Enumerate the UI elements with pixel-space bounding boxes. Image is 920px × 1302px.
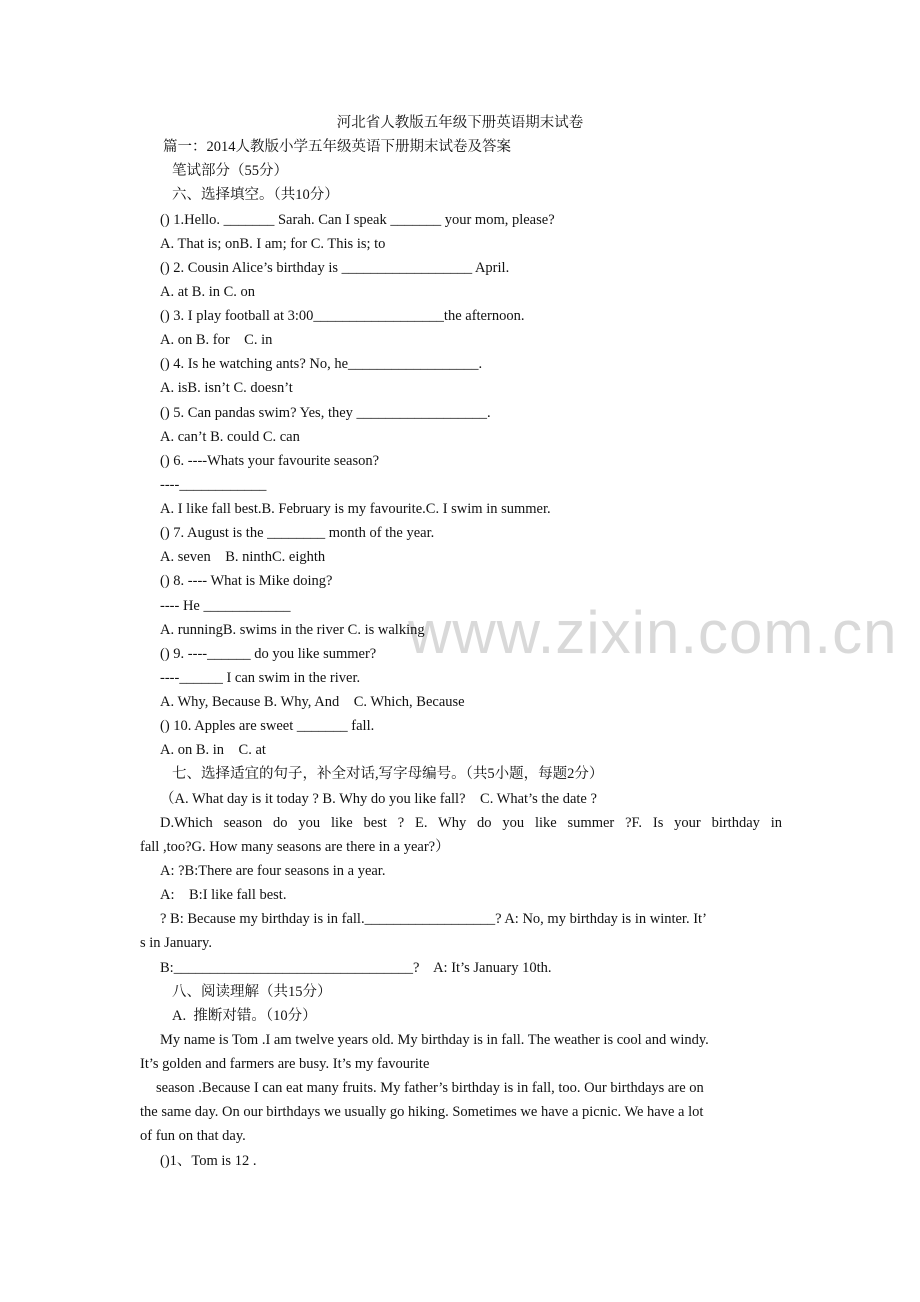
text-line: () 8. ---- What is Mike doing? <box>160 573 333 589</box>
text-line: ()1、Tom is 12 . <box>160 1153 257 1169</box>
text-line: A: B:I like fall best. <box>160 887 287 903</box>
text-line: It’s golden and farmers are busy. It’s my favourite <box>140 1056 430 1072</box>
text-line: D.Which season do you like best ? E. Why do you like summer ?F. Is your birthday in <box>160 815 782 831</box>
text-line: A. runningB. swims in the river C. is walking <box>160 622 425 638</box>
text-line: 笔试部分（55分） <box>172 163 288 179</box>
text-line: () 4. Is he watching ants? No, he__________________. <box>160 356 483 372</box>
text-line: () 2. Cousin Alice’s birthday is __________________ April. <box>160 260 510 276</box>
text-line: () 5. Can pandas swim? Yes, they __________________. <box>160 405 491 421</box>
text-line: 八、阅读理解（共15分） <box>172 984 332 1000</box>
text-line: () 1.Hello. _______ Sarah. Can I speak _______ your mom, please? <box>160 212 555 228</box>
text-line: () 6. ----Whats your favourite season? <box>160 453 380 469</box>
text-line: fall ,too?G. How many seasons are there in a year?） <box>140 839 450 855</box>
text-line: A. Why, Because B. Why, And C. Which, Because <box>160 694 465 710</box>
text-line: A. on B. in C. at <box>160 742 266 758</box>
text-line: A. isB. isn’t C. doesn’t <box>160 380 293 396</box>
text-line: () 7. August is the ________ month of the year. <box>160 525 435 541</box>
text-line: A. can’t B. could C. can <box>160 429 300 445</box>
text-line: My name is Tom .I am twelve years old. My birthday is in fall. The weather is cool and windy. <box>160 1032 709 1048</box>
text-line: 六、选择填空。（共10分） <box>172 187 339 203</box>
text-line: () 9. ----______ do you like summer? <box>160 646 377 662</box>
watermark: www.zixin.com.cn <box>408 599 898 666</box>
text-line: 七、选择适宜的句子，补全对话,写字母编号。（共5小题，每题2分） <box>172 766 604 782</box>
text-line: A: ?B:There are four seasons in a year. <box>160 863 386 879</box>
text-line: A. on B. for C. in <box>160 332 273 348</box>
document-title: 河北省人教版五年级下册英语期末试卷 <box>336 115 584 131</box>
text-line: of fun on that day. <box>140 1128 246 1144</box>
text-line: ----______ I can swim in the river. <box>160 670 361 686</box>
text-line: A. That is; onB. I am; for C. This is; to <box>160 236 386 252</box>
text-line: A. 推断对错。（10分） <box>172 1008 317 1024</box>
text-line: () 10. Apples are sweet _______ fall. <box>160 718 375 734</box>
text-line: ---- He ____________ <box>160 598 291 614</box>
text-line: A. seven B. ninthC. eighth <box>160 549 326 565</box>
text-line: A. I like fall best.B. February is my favourite.C. I swim in summer. <box>160 501 551 517</box>
text-line: A. at B. in C. on <box>160 284 256 300</box>
text-line: s in January. <box>140 935 212 951</box>
text-line: 篇一：2014人教版小学五年级英语下册期末试卷及答案 <box>163 139 511 155</box>
text-line: ? B: Because my birthday is in fall.__________________? A: No, my birthday is in winter. It’ <box>160 911 707 927</box>
text-line: the same day. On our birthdays we usually go hiking. Sometimes we have a picnic. We have a lot <box>140 1104 704 1120</box>
text-line: () 3. I play football at 3:00__________________the afternoon. <box>160 308 525 324</box>
text-line: season .Because I can eat many fruits. My father’s birthday is in fall, too. Our birthdays are on <box>156 1080 704 1096</box>
text-line: ----____________ <box>160 477 267 493</box>
text-line: B:_________________________________? A: It’s January 10th. <box>160 960 552 976</box>
text-line: （A. What day is it today ? B. Why do you like fall? C. What’s the date ? <box>160 791 597 807</box>
